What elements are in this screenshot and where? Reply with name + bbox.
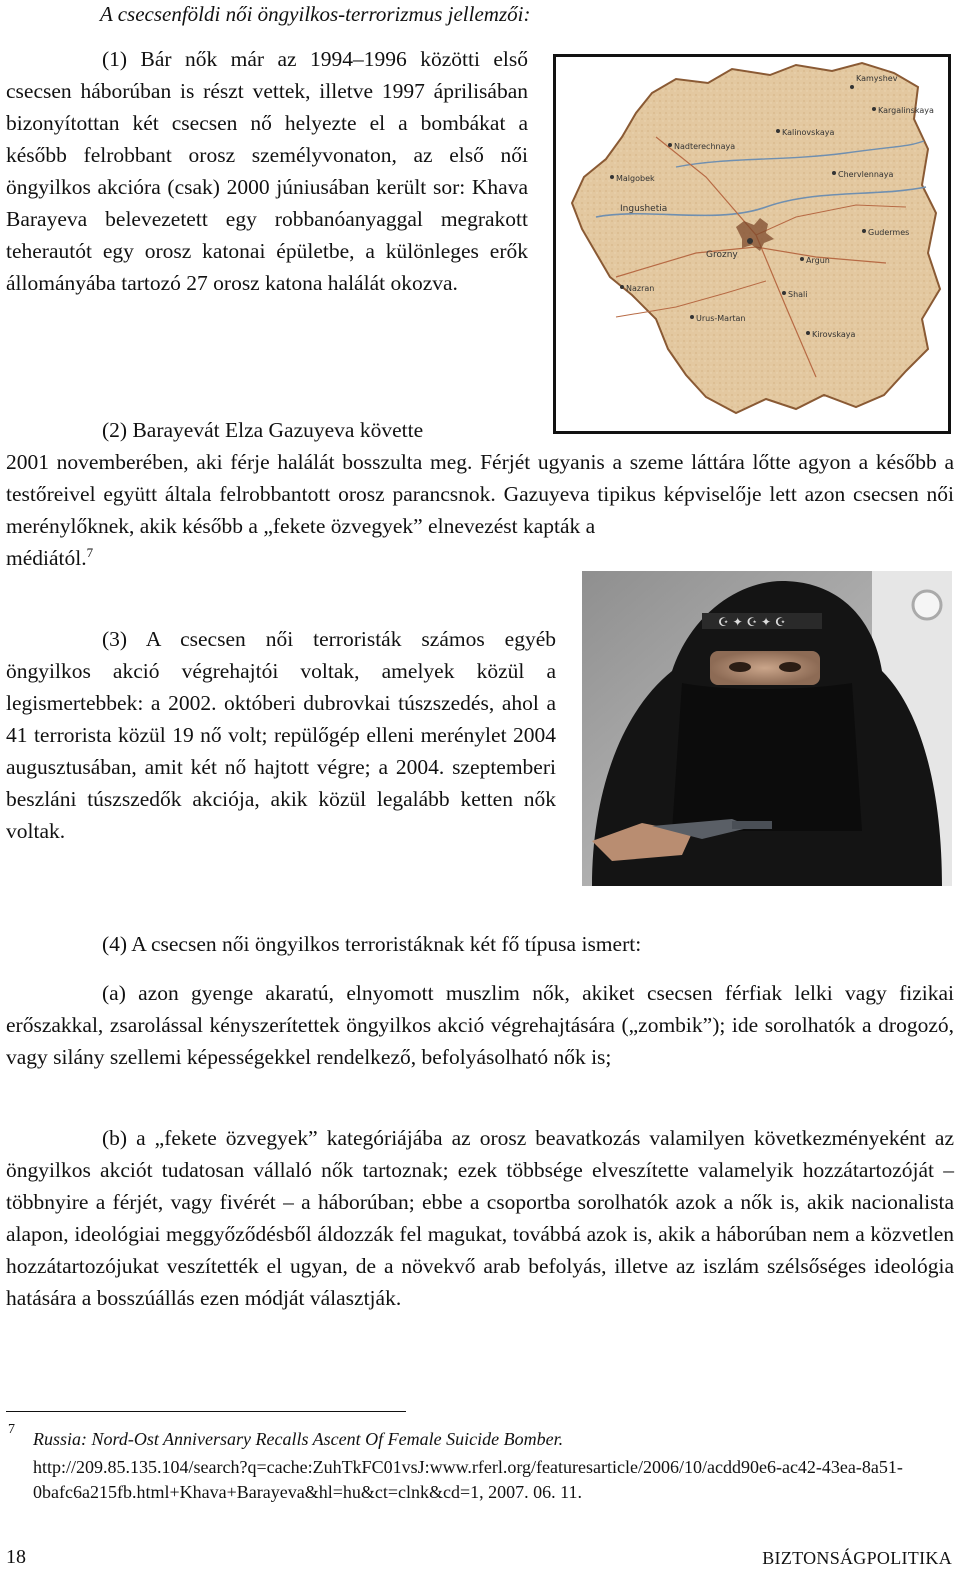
paragraph-2-start — [6, 414, 528, 446]
map-label: Kalinovskaya — [782, 128, 835, 137]
footnote-divider — [6, 1411, 406, 1412]
paragraph-2 — [6, 446, 954, 574]
paragraph-1-text: (1) Bár nők már az 1994–1996 közötti első csecsen háborúban is részt vettek, illetve 1997 áprilisában bizonyítottan két csecsen nő helyezte el a bombákat a később felrobbant orosz személyvonaton, az első női öngyilkos akcióra (csak) 2000 júniusában került sor: Khava Barayeva belevezetett egy robbanóanyaggal megrakott teherautót egy orosz katonai épületbe, a különleges erők állományába tartozó 27 orosz katona halálát okozva. — [6, 47, 528, 295]
footnote-reference[interactable]: 7 — [86, 544, 94, 560]
footnote-number: 7 — [8, 1422, 15, 1437]
intro-heading: A csecsenföldi női öngyilkos-terrorizmus jellemzői: — [100, 2, 531, 26]
map-label: Kamyshev — [856, 74, 898, 83]
paragraph-4 — [6, 928, 954, 960]
map-label: Kargalinskaya — [878, 106, 934, 115]
photo-graphic — [582, 571, 952, 886]
map-label: Nazran — [626, 284, 655, 293]
paragraph-1 — [6, 43, 528, 299]
paragraph-4-text: (4) A csecsen női öngyilkos terroristáknak két fő típusa ismert: — [102, 932, 642, 956]
chechnya-map — [553, 54, 951, 434]
footnote-url[interactable]: http://209.85.135.104/search?q=cache:ZuhTkFC01vsJ:www.rferl.org/featuresarticle/2006/10/acdd90e6-ac42-43ea-8a51-0bafc6a215fb.html+Khava+Barayeva&hl=hu&ct=clnk&cd=1, 2007. 06. 11. — [33, 1457, 903, 1502]
footnote-title: Russia: Nord-Ost Anniversary Recalls Ascent Of Female Suicide Bomber. — [33, 1429, 564, 1449]
paragraph-b-text: (b) a „fekete özvegyek” kategóriájába az orosz beavatkozás valamilyen következményeként az öngyilkos akciót tudatosan vállaló nők tartoznak; ezek többsége elveszítette valamelyik hozzátartozóját – többnyire a férjét, vagy fivérét – a háborúban; ebbe a csoportba sorolhatók azok a nők is, akik nacionalista alapon, ideológiai meggyőződésből áldozzák fel magukat, továbbá azok is, akik a háborúban nem a közvetlen hozzátartozójukat veszítették el ugyan, de a növekvő arab befolyás, illetve az iszlám szélsőséges ideológia hatására a bosszúállás ezen módját választják. — [6, 1126, 954, 1310]
page-number: 18 — [6, 1546, 26, 1568]
paragraph-b — [6, 1122, 954, 1314]
map-label: Gudermes — [868, 228, 910, 237]
map-label: Grozny — [706, 250, 738, 260]
map-label: Argun — [806, 256, 830, 265]
woman-in-niqab-photo — [582, 571, 952, 886]
paragraph-3-text: (3) A csecsen női terroristák számos egyéb öngyilkos akció végrehajtói voltak, amelyek közül a legismertebbek: a 2002. októberi dubrovkai túszszedés, ahol a 41 terrorista közül 19 nő volt; repülőgép elleni merénylet 2004 augusztusában, amit két nő hajtott végre; a 2004. szeptemberi beszláni túszszedők akciója, akik közül legalább ketten nők voltak. — [6, 627, 556, 843]
map-label: Ingushetia — [620, 204, 668, 214]
paragraph-a — [6, 977, 954, 1073]
map-label: Urus-Martan — [696, 314, 746, 323]
paragraph-3 — [6, 623, 556, 847]
journal-name: BIZTONSÁGPOLITIKA — [762, 1548, 952, 1568]
paragraph-2-start-text: (2) Barayevát Elza Gazuyeva követte — [102, 418, 424, 442]
paragraph-2-text: 2001 novemberében, aki férje halálát bosszulta meg. Férjét ugyanis a szeme láttára lőtte agyon a később a testőreivel együtt általa felrobbantott orosz parancsnok. Gazuyeva tipikus képviselője lett azon csecsen női merénylőknek, akik később a „fekete özvegyek” elnevezést kapták a — [6, 450, 954, 538]
map-label: Shali — [788, 290, 808, 299]
map-label: Kirovskaya — [812, 330, 856, 339]
map-label: Nadterechnaya — [674, 142, 736, 151]
map-graphic — [556, 57, 948, 431]
map-label: Chervlennaya — [838, 170, 894, 179]
map-label: Malgobek — [616, 174, 655, 183]
paragraph-2-end-text: médiától. — [6, 546, 87, 570]
paragraph-a-text: (a) azon gyenge akaratú, elnyomott muszlim nők, akiket csecsen férfiak lelki vagy fizikai erőszakkal, zsarolással kényszerítettek öngyilkos akció végrehajtására („zombik”); ide sorolhatók a drogozó, vagy silány szellemi képességekkel rendelkező, befolyásolható nők is; — [6, 981, 954, 1069]
svg-text:☪ ✦ ☪ ✦ ☪: ☪ ✦ ☪ ✦ ☪ — [718, 615, 786, 629]
